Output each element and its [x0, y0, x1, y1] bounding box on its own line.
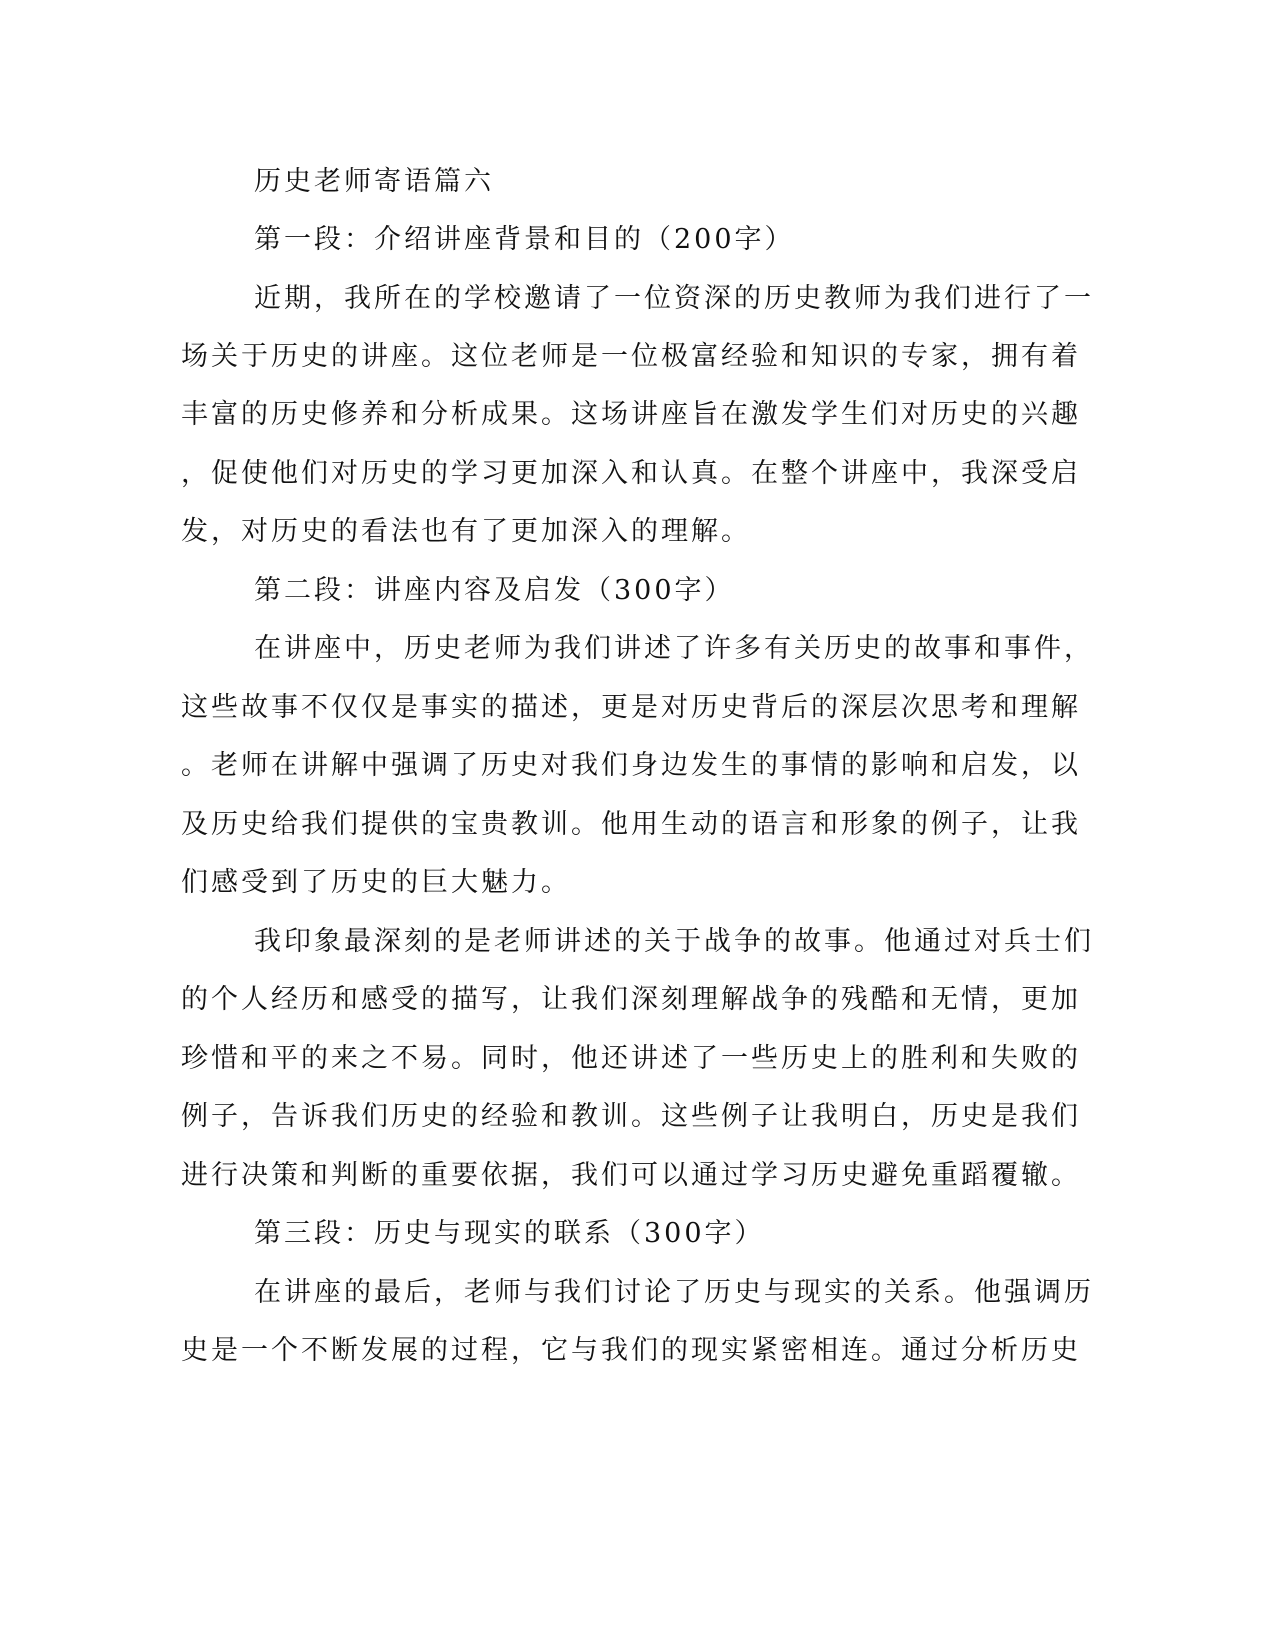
paragraph-line: 在讲座中，历史老师为我们讲述了许多有关历史的故事和事件，: [254, 633, 1094, 664]
section-heading-2: 第二段：讲座内容及启发（300字）: [254, 575, 735, 606]
paragraph-line: 的个人经历和感受的描写，让我们深刻理解战争的残酷和无情，更加: [181, 984, 1081, 1015]
paragraph-line: 及历史给我们提供的宝贵教训。他用生动的语言和形象的例子，让我: [181, 809, 1081, 840]
paragraph-line: 我印象最深刻的是老师讲述的关于战争的故事。他通过对兵士们: [254, 926, 1094, 957]
paragraph-line: 丰富的历史修养和分析成果。这场讲座旨在激发学生们对历史的兴趣: [181, 399, 1081, 430]
paragraph-line: 发，对历史的看法也有了更加深入的理解。: [181, 516, 751, 547]
paragraph-line: 例子，告诉我们历史的经验和教训。这些例子让我明白，历史是我们: [181, 1101, 1081, 1132]
paragraph-line: 珍惜和平的来之不易。同时，他还讲述了一些历史上的胜利和失败的: [181, 1043, 1081, 1074]
paragraph-line: ，促使他们对历史的学习更加深入和认真。在整个讲座中，我深受启: [181, 458, 1081, 489]
section-heading-3: 第三段：历史与现实的联系（300字）: [254, 1218, 765, 1249]
paragraph-line: 史是一个不断发展的过程，它与我们的现实紧密相连。通过分析历史: [181, 1335, 1081, 1366]
paragraph-line: 。老师在讲解中强调了历史对我们身边发生的事情的影响和启发，以: [181, 750, 1081, 781]
paragraph-line: 进行决策和判断的重要依据，我们可以通过学习历史避免重蹈覆辙。: [181, 1160, 1081, 1191]
paragraph-line: 场关于历史的讲座。这位老师是一位极富经验和知识的专家，拥有着: [181, 341, 1081, 372]
paragraph-line: 近期，我所在的学校邀请了一位资深的历史教师为我们进行了一: [254, 283, 1094, 314]
paragraph-line: 这些故事不仅仅是事实的描述，更是对历史背后的深层次思考和理解: [181, 692, 1081, 723]
paragraph-line: 们感受到了历史的巨大魅力。: [181, 867, 571, 898]
paragraph-line: 在讲座的最后，老师与我们讨论了历史与现实的关系。他强调历: [254, 1277, 1094, 1308]
document-title: 历史老师寄语篇六: [254, 166, 494, 197]
section-heading-1: 第一段：介绍讲座背景和目的（200字）: [254, 224, 795, 255]
